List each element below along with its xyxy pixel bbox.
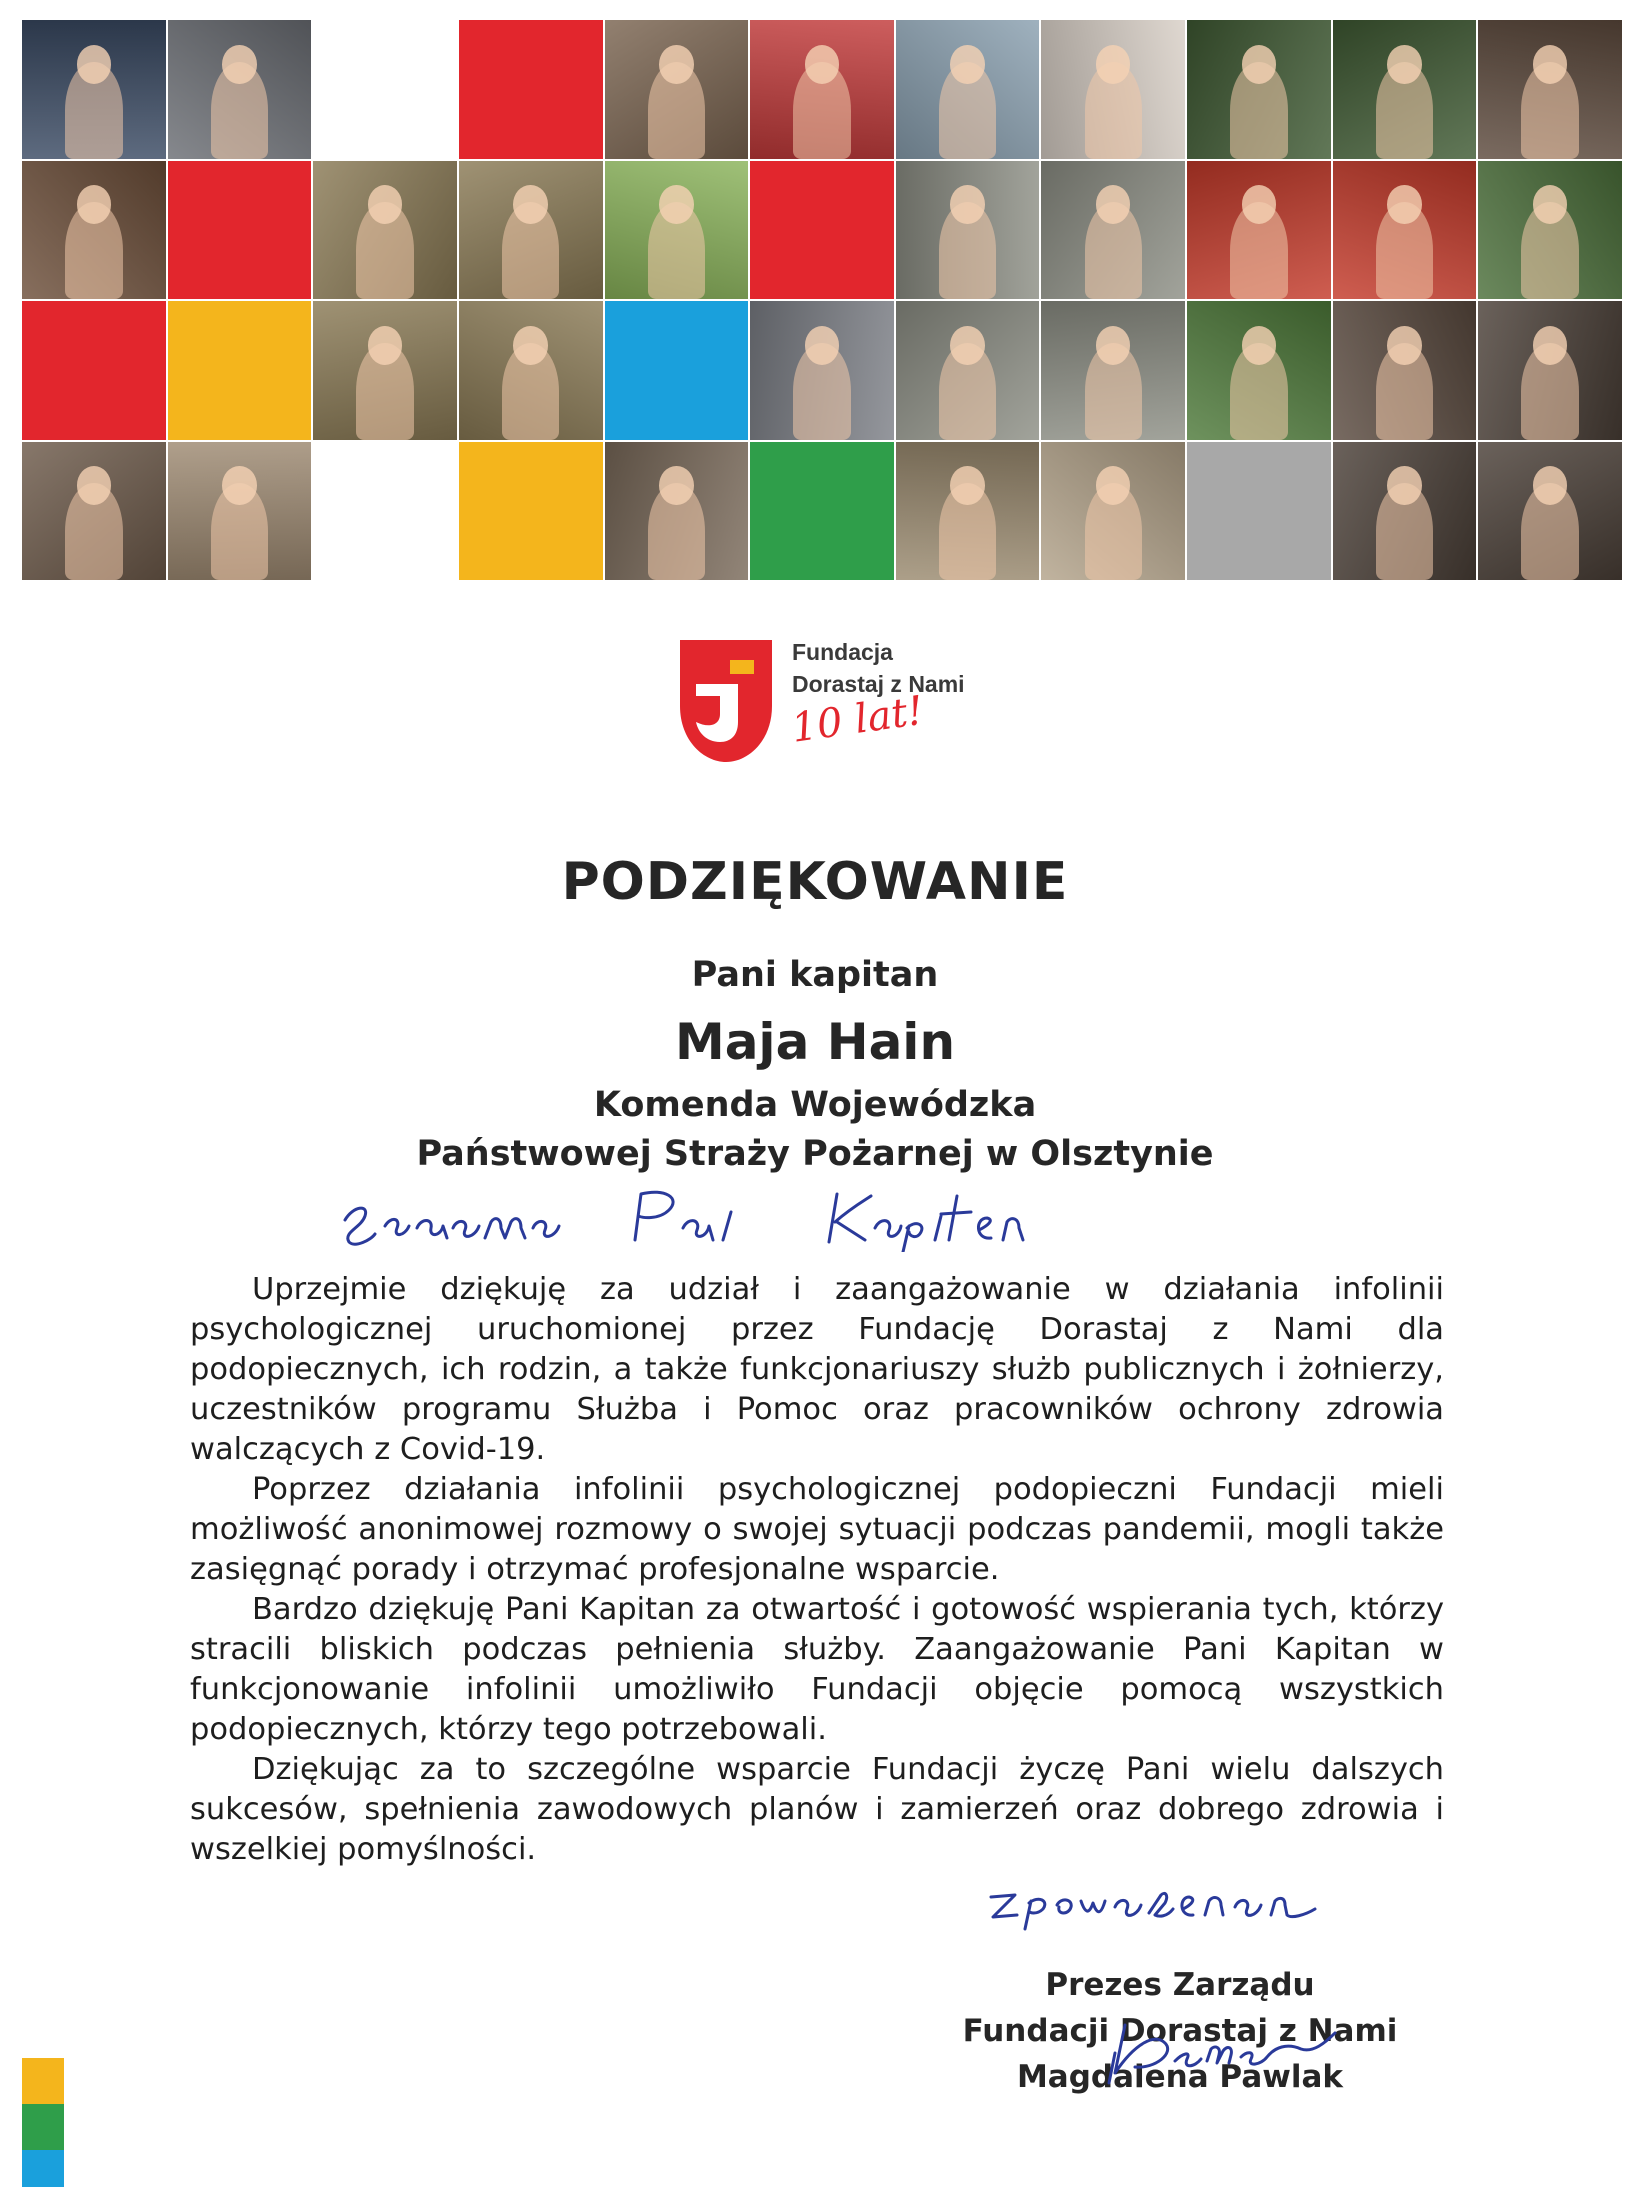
mosaic-color-tile xyxy=(459,442,603,581)
paragraph-1: Uprzejmie dziękuję za udział i zaangażowanie w działania infolinii psychologicznej uruchomionej przez Fundację Dorastaj z Nami dla podopiecznych, ich rodzin, a także funkcjonariuszy służb publicznych i żołnierzy, uczestników programu Służba i Pomoc oraz pracowników ochrony zdrowia walczących z Covid-19. xyxy=(190,1272,1444,1467)
signature-name: Magdalena Pawlak xyxy=(1016,2059,1344,2095)
mosaic-photo-tile xyxy=(1333,301,1477,440)
mosaic-photo-tile xyxy=(1041,442,1185,581)
corner-block-green xyxy=(22,2104,64,2150)
photo-mosaic xyxy=(22,20,1622,580)
mosaic-photo-tile xyxy=(605,442,749,581)
paragraph-4: Dziękując za to szczególne wsparcie Fundacji życzę Pani wielu dalszych sukcesów, spełnienia zawodowych planów i zamierzeń oraz dobrego zdrowia i wszelkiej pomyślności. xyxy=(190,1752,1444,1867)
corner-block-yellow xyxy=(22,2058,64,2104)
mosaic-photo-tile xyxy=(1478,301,1622,440)
mosaic-color-tile xyxy=(1187,442,1331,581)
mosaic-color-tile xyxy=(750,442,894,581)
mosaic-color-tile xyxy=(168,301,312,440)
mosaic-photo-tile xyxy=(896,301,1040,440)
mosaic-photo-tile xyxy=(1333,161,1477,300)
mosaic-color-tile xyxy=(459,20,603,159)
mosaic-photo-tile xyxy=(605,161,749,300)
mosaic-photo-tile xyxy=(22,442,166,581)
mosaic-photo-tile xyxy=(896,161,1040,300)
signature-role-1: Prezes Zarządu xyxy=(1045,1967,1315,2003)
mosaic-photo-tile xyxy=(1478,161,1622,300)
mosaic-photo-tile xyxy=(1041,20,1185,159)
paragraph-3: Bardzo dziękuję Pani Kapitan za otwartość i gotowość wspierania tych, którzy stracili bliskich podczas pełnienia służby. Zaangażowanie Pani Kapitan w funkcjonowanie infolinii umożliwiło Fundacji objęcie pomocą wszystkich podopiecznych, którzy tego potrzebowali. xyxy=(190,1592,1444,1747)
foundation-logo xyxy=(676,636,1036,776)
mosaic-photo-tile xyxy=(313,161,457,300)
mosaic-photo-tile xyxy=(1333,20,1477,159)
mosaic-photo-tile xyxy=(168,20,312,159)
mosaic-photo-tile xyxy=(459,161,603,300)
mosaic-photo-tile xyxy=(1187,20,1331,159)
handwritten-greeting xyxy=(335,1182,1105,1252)
addressee-name: Maja Hain xyxy=(674,1013,956,1071)
mosaic-color-tile xyxy=(313,20,457,159)
mosaic-photo-tile xyxy=(750,301,894,440)
mosaic-photo-tile xyxy=(1187,161,1331,300)
mosaic-photo-tile xyxy=(22,20,166,159)
mosaic-photo-tile xyxy=(605,20,749,159)
mosaic-color-tile xyxy=(168,161,312,300)
mosaic-photo-tile xyxy=(1478,20,1622,159)
mosaic-color-tile xyxy=(313,442,457,581)
signature-role-2: Fundacji Dorastaj z Nami xyxy=(962,2013,1398,2049)
mosaic-photo-tile xyxy=(896,442,1040,581)
addressee-org-line-1: Komenda Wojewódzka xyxy=(593,1085,1037,1125)
corner-block-blue xyxy=(22,2150,64,2187)
mosaic-photo-tile xyxy=(750,20,894,159)
mosaic-color-tile xyxy=(605,301,749,440)
mosaic-photo-tile xyxy=(1187,301,1331,440)
document-title: PODZIĘKOWANIE xyxy=(561,852,1069,912)
mosaic-photo-tile xyxy=(1041,161,1185,300)
logo-line-1: Fundacja xyxy=(792,639,893,665)
corner-color-bar xyxy=(22,2058,64,2187)
paragraph-2: Poprzez działania infolinii psychologicznej podopieczni Fundacji mieli możliwość anonimowej rozmowy o swojej sytuacji podczas pandemii, mogli także zasięgnąć porady i otrzymać profesjonalne wsparcie. xyxy=(190,1472,1444,1587)
addressee-title: Pani kapitan xyxy=(691,955,939,995)
mosaic-photo-tile xyxy=(313,301,457,440)
mosaic-photo-tile xyxy=(896,20,1040,159)
handwritten-closing xyxy=(985,1875,1380,1931)
mosaic-photo-tile xyxy=(459,301,603,440)
mosaic-photo-tile xyxy=(1333,442,1477,581)
mosaic-color-tile xyxy=(22,301,166,440)
mosaic-photo-tile xyxy=(168,442,312,581)
shield-logo-icon xyxy=(676,636,776,766)
logo-anniversary: 10 lat! xyxy=(788,687,927,752)
letter-body xyxy=(190,1270,1444,1870)
handwritten-signature xyxy=(1095,2013,1345,2093)
logo-line-2: Dorastaj z Nami xyxy=(792,671,965,697)
addressee-org-line-2: Państwowej Straży Pożarnej w Olsztynie xyxy=(416,1134,1214,1174)
mosaic-color-tile xyxy=(750,161,894,300)
mosaic-photo-tile xyxy=(22,161,166,300)
mosaic-photo-tile xyxy=(1478,442,1622,581)
mosaic-photo-tile xyxy=(1041,301,1185,440)
